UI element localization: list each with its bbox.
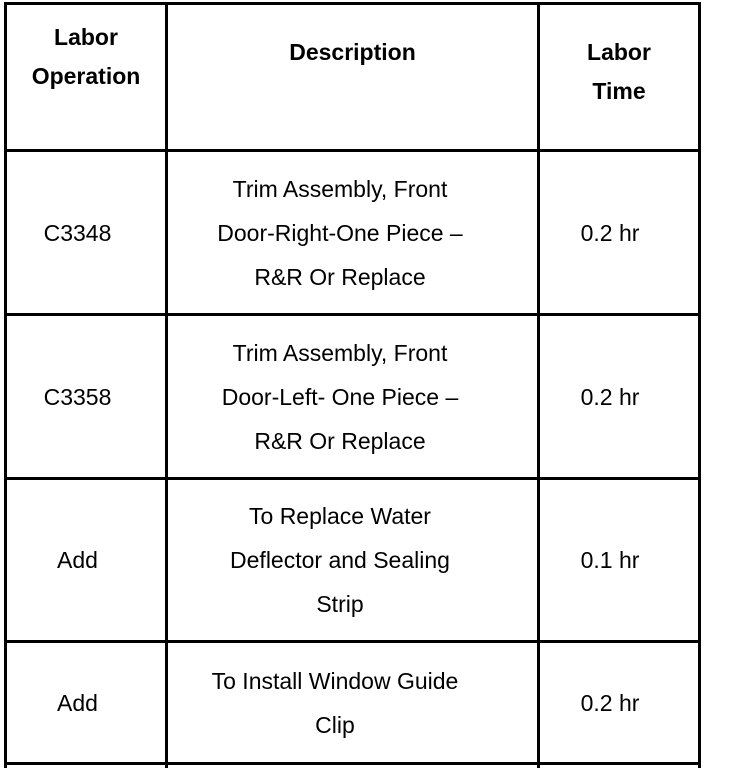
table-row-1-time: [530, 152, 690, 313]
operation-code: Add: [57, 689, 98, 716]
labor-time-value: 0.2 hr: [580, 383, 640, 410]
table-row-2-description: [157, 316, 523, 477]
header-labor-operation: [7, 18, 165, 96]
table-row-3-operation: [0, 480, 155, 640]
description-line: R&R Or Replace: [254, 427, 426, 454]
table-row-3-description: [157, 480, 523, 640]
table-border-bottom: [4, 762, 701, 765]
description-line: Door-Left- One Piece –: [221, 383, 459, 410]
table-row-2-time: [530, 316, 690, 477]
table-row-4-time: [530, 643, 690, 762]
header-labor-operation-line: Labor: [54, 24, 118, 50]
header-labor-time-line: Labor: [587, 39, 651, 65]
table-row-4-operation: [0, 643, 155, 762]
table-row-1-operation: [0, 152, 155, 313]
operation-code: C3348: [43, 219, 112, 246]
description-line: Trim Assembly, Front: [232, 339, 448, 366]
table-border-top: [4, 2, 701, 5]
table-row-1-description: [157, 152, 523, 313]
description-line: To Install Window Guide: [211, 667, 459, 694]
description-line: Door-Right-One Piece –: [217, 219, 463, 246]
description-line: To Replace Water: [249, 503, 431, 529]
description-line: Clip: [315, 711, 355, 738]
header-labor-time: [540, 33, 698, 111]
labor-time-value: 0.2 hr: [580, 689, 640, 716]
operation-code: Add: [57, 547, 98, 573]
header-description-line: Description: [289, 38, 416, 65]
operation-code: C3358: [43, 383, 112, 410]
labor-time-value: 0.2 hr: [580, 219, 640, 246]
header-labor-time-line: Time: [592, 78, 646, 104]
table-border-right: [698, 2, 701, 768]
header-description: [168, 32, 537, 72]
description-line: R&R Or Replace: [254, 263, 426, 290]
table-row-3-time: [530, 480, 690, 640]
header-labor-operation-line: Operation: [31, 63, 141, 89]
description-line: Deflector and Sealing: [230, 547, 450, 573]
labor-time-value: 0.1 hr: [580, 547, 640, 573]
table-row-4-description: [157, 643, 513, 762]
description-line: Strip: [316, 591, 364, 617]
description-line: Trim Assembly, Front: [232, 175, 448, 202]
table-row-2-operation: [0, 316, 155, 477]
